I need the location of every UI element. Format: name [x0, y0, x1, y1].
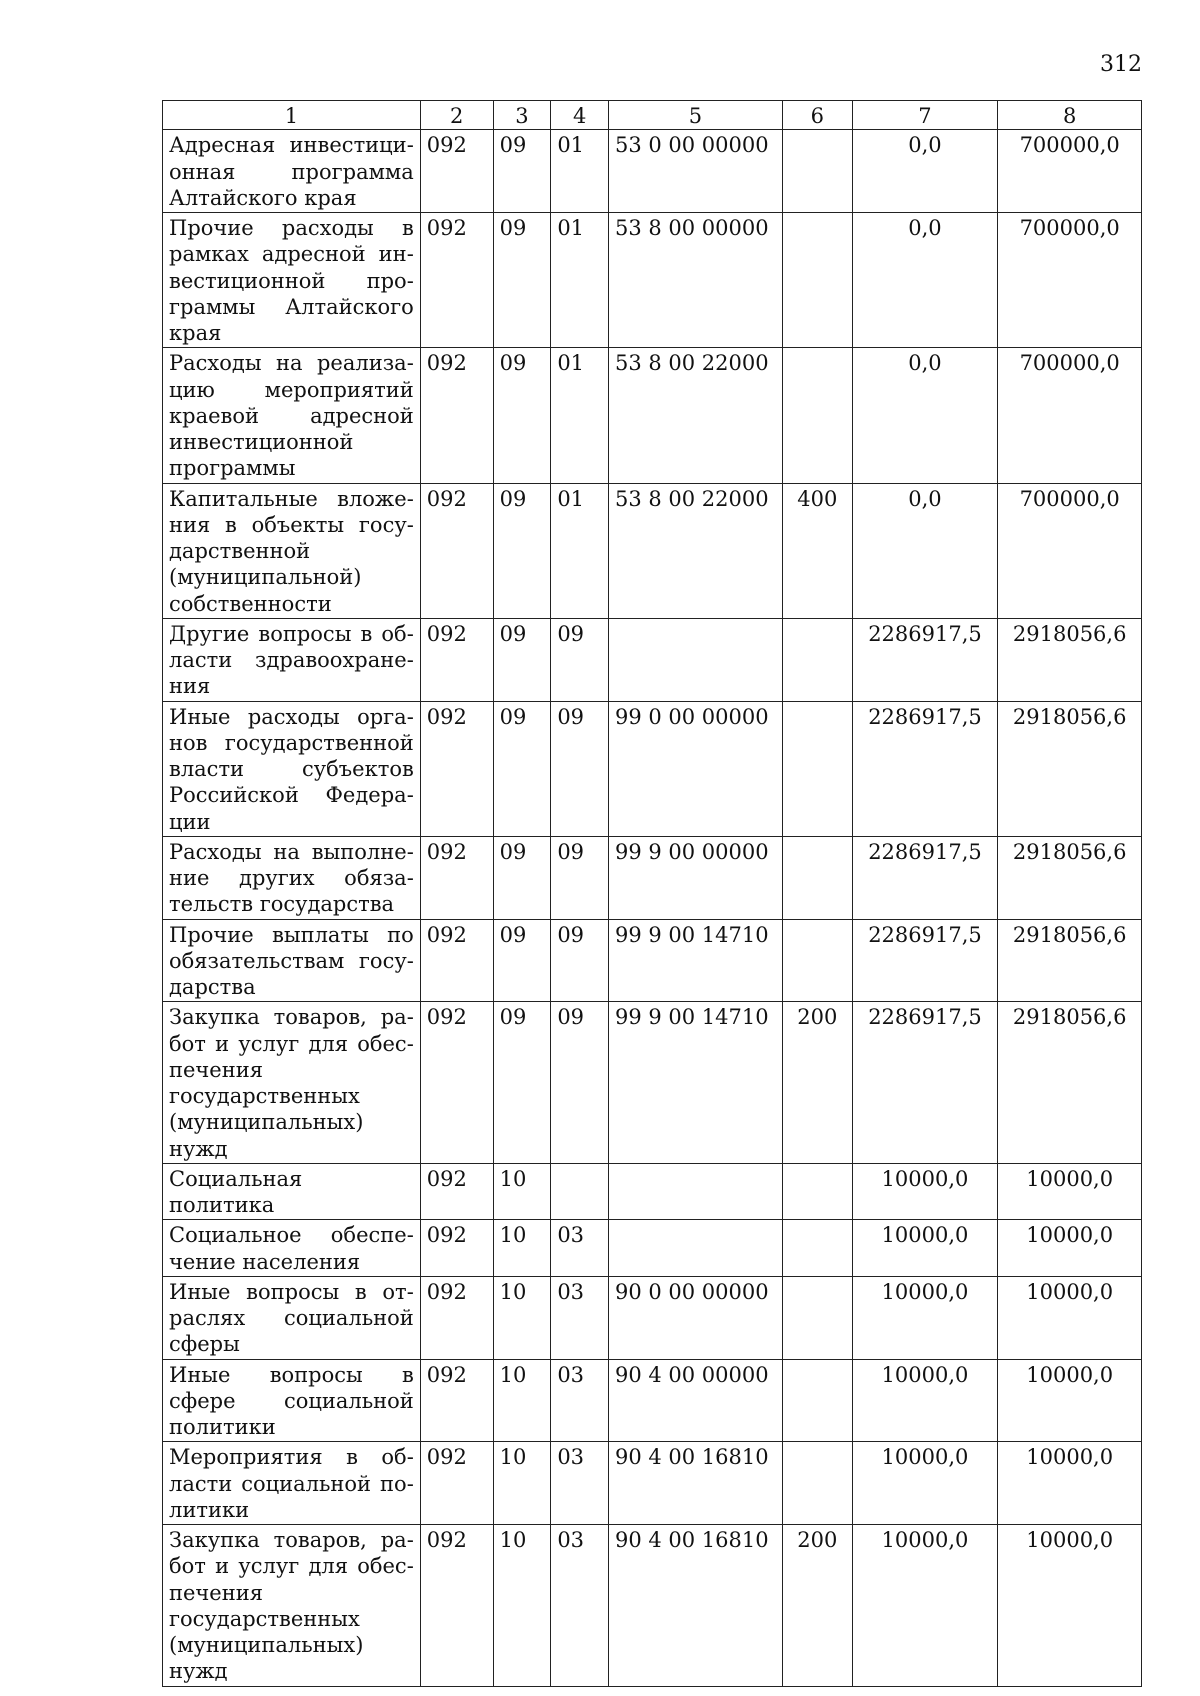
subsection-cell: 03	[551, 1525, 609, 1687]
section-cell: 09	[493, 701, 551, 836]
section-cell: 10	[493, 1359, 551, 1442]
table-row	[163, 1442, 1142, 1525]
section-cell: 10	[493, 1163, 551, 1220]
expense-type-cell	[782, 836, 852, 919]
table-row	[163, 213, 1142, 348]
amount-col8-cell: 10000,0	[998, 1220, 1142, 1277]
expense-type-cell: 200	[782, 1525, 852, 1687]
amount-col7-cell: 2286917,5	[852, 919, 998, 1002]
subsection-cell: 03	[551, 1359, 609, 1442]
section-cell: 09	[493, 213, 551, 348]
amount-col8-cell: 2918056,6	[998, 618, 1142, 701]
header-cell: 1	[163, 101, 421, 130]
gr-code-cell: 092	[420, 1442, 493, 1525]
table-row	[163, 1525, 1142, 1687]
header-cell: 7	[852, 101, 998, 130]
section-cell: 10	[493, 1442, 551, 1525]
gr-code-cell: 092	[420, 1276, 493, 1359]
budget-table	[162, 100, 1142, 1687]
gr-code-cell: 092	[420, 348, 493, 483]
header-cell: 8	[998, 101, 1142, 130]
expense-type-cell: 400	[782, 483, 852, 618]
expense-type-cell	[782, 130, 852, 213]
table-row	[163, 348, 1142, 483]
gr-code-cell: 092	[420, 1002, 493, 1164]
amount-col7-cell: 10000,0	[852, 1525, 998, 1687]
expense-type-cell	[782, 213, 852, 348]
subsection-cell: 09	[551, 836, 609, 919]
amount-col7-cell: 2286917,5	[852, 836, 998, 919]
amount-col7-cell: 10000,0	[852, 1220, 998, 1277]
target-article-cell: 99 9 00 00000	[608, 836, 782, 919]
row-name-cell: Иные расходы органов государственной власти субъектов Российской Федерации	[163, 701, 421, 836]
amount-col7-cell: 2286917,5	[852, 701, 998, 836]
amount-col7-cell: 0,0	[852, 213, 998, 348]
table-row	[163, 836, 1142, 919]
amount-col8-cell: 10000,0	[998, 1359, 1142, 1442]
gr-code-cell: 092	[420, 836, 493, 919]
expense-type-cell: 200	[782, 1002, 852, 1164]
gr-code-cell: 092	[420, 130, 493, 213]
expense-type-cell	[782, 1442, 852, 1525]
section-cell: 09	[493, 130, 551, 213]
amount-col8-cell: 700000,0	[998, 483, 1142, 618]
row-name-cell: Иные вопросы в отраслях социальной сферы	[163, 1276, 421, 1359]
section-cell: 10	[493, 1220, 551, 1277]
subsection-cell: 09	[551, 618, 609, 701]
expense-type-cell	[782, 618, 852, 701]
target-article-cell	[608, 618, 782, 701]
subsection-cell: 09	[551, 1002, 609, 1164]
target-article-cell: 99 0 00 00000	[608, 701, 782, 836]
section-cell: 09	[493, 836, 551, 919]
amount-col8-cell: 700000,0	[998, 213, 1142, 348]
amount-col8-cell: 10000,0	[998, 1163, 1142, 1220]
amount-col7-cell: 10000,0	[852, 1359, 998, 1442]
row-name-cell: Закупка товаров, работ и услуг для обеспечения государственных (муниципальных) нужд	[163, 1525, 421, 1687]
subsection-cell: 01	[551, 483, 609, 618]
amount-col7-cell: 0,0	[852, 483, 998, 618]
amount-col7-cell: 0,0	[852, 130, 998, 213]
page-number: 312	[1100, 52, 1142, 77]
section-cell: 09	[493, 348, 551, 483]
table-row	[163, 1002, 1142, 1164]
row-name-cell: Прочие расходы в рамках адресной инвестиционной программы Алтайского края	[163, 213, 421, 348]
subsection-cell: 03	[551, 1276, 609, 1359]
expense-type-cell	[782, 1359, 852, 1442]
expense-type-cell	[782, 1220, 852, 1277]
amount-col8-cell: 700000,0	[998, 348, 1142, 483]
table-row	[163, 618, 1142, 701]
target-article-cell	[608, 1220, 782, 1277]
subsection-cell: 01	[551, 130, 609, 213]
subsection-cell	[551, 1163, 609, 1220]
amount-col8-cell: 10000,0	[998, 1442, 1142, 1525]
amount-col8-cell: 2918056,6	[998, 836, 1142, 919]
subsection-cell: 09	[551, 919, 609, 1002]
gr-code-cell: 092	[420, 213, 493, 348]
section-cell: 09	[493, 618, 551, 701]
row-name-cell: Другие вопросы в области здравоохранения	[163, 618, 421, 701]
amount-col7-cell: 10000,0	[852, 1442, 998, 1525]
row-name-cell: Социальная политика	[163, 1163, 421, 1220]
section-cell: 09	[493, 1002, 551, 1164]
subsection-cell: 09	[551, 701, 609, 836]
header-cell: 4	[551, 101, 609, 130]
subsection-cell: 01	[551, 348, 609, 483]
section-cell: 09	[493, 483, 551, 618]
section-cell: 10	[493, 1276, 551, 1359]
subsection-cell: 03	[551, 1442, 609, 1525]
target-article-cell: 90 0 00 00000	[608, 1276, 782, 1359]
header-cell: 6	[782, 101, 852, 130]
header-row	[163, 101, 1142, 130]
target-article-cell	[608, 1163, 782, 1220]
gr-code-cell: 092	[420, 1525, 493, 1687]
gr-code-cell: 092	[420, 919, 493, 1002]
gr-code-cell: 092	[420, 483, 493, 618]
target-article-cell: 53 8 00 22000	[608, 348, 782, 483]
expense-type-cell	[782, 701, 852, 836]
amount-col7-cell: 10000,0	[852, 1276, 998, 1359]
target-article-cell: 99 9 00 14710	[608, 1002, 782, 1164]
header-cell: 3	[493, 101, 551, 130]
expense-type-cell	[782, 919, 852, 1002]
row-name-cell: Капитальные вложения в объекты государственной (муниципальной) собственности	[163, 483, 421, 618]
expense-type-cell	[782, 1276, 852, 1359]
target-article-cell: 99 9 00 14710	[608, 919, 782, 1002]
row-name-cell: Социальное обеспечение населения	[163, 1220, 421, 1277]
target-article-cell: 53 8 00 22000	[608, 483, 782, 618]
amount-col7-cell: 0,0	[852, 348, 998, 483]
gr-code-cell: 092	[420, 701, 493, 836]
row-name-cell: Расходы на выполнение других обязательств государства	[163, 836, 421, 919]
amount-col8-cell: 700000,0	[998, 130, 1142, 213]
amount-col7-cell: 2286917,5	[852, 1002, 998, 1164]
target-article-cell: 53 0 00 00000	[608, 130, 782, 213]
gr-code-cell: 092	[420, 618, 493, 701]
amount-col8-cell: 10000,0	[998, 1525, 1142, 1687]
header-cell: 5	[608, 101, 782, 130]
row-name-cell: Прочие выплаты по обязательствам государства	[163, 919, 421, 1002]
table-row	[163, 1220, 1142, 1277]
table-row	[163, 130, 1142, 213]
table-row	[163, 483, 1142, 618]
target-article-cell: 90 4 00 00000	[608, 1359, 782, 1442]
row-name-cell: Адресная инвестиционная программа Алтайского края	[163, 130, 421, 213]
row-name-cell: Иные вопросы в сфере социальной политики	[163, 1359, 421, 1442]
target-article-cell: 90 4 00 16810	[608, 1525, 782, 1687]
table-row	[163, 919, 1142, 1002]
amount-col8-cell: 10000,0	[998, 1276, 1142, 1359]
subsection-cell: 03	[551, 1220, 609, 1277]
row-name-cell: Закупка товаров, работ и услуг для обеспечения государственных (муниципальных) нужд	[163, 1002, 421, 1164]
section-cell: 09	[493, 919, 551, 1002]
section-cell: 10	[493, 1525, 551, 1687]
table-row	[163, 1359, 1142, 1442]
amount-col7-cell: 2286917,5	[852, 618, 998, 701]
gr-code-cell: 092	[420, 1359, 493, 1442]
target-article-cell: 53 8 00 00000	[608, 213, 782, 348]
expense-type-cell	[782, 348, 852, 483]
subsection-cell: 01	[551, 213, 609, 348]
table-row	[163, 701, 1142, 836]
row-name-cell: Расходы на реализацию мероприятий краевой адресной инвестиционной программы	[163, 348, 421, 483]
table-row	[163, 1163, 1142, 1220]
gr-code-cell: 092	[420, 1163, 493, 1220]
gr-code-cell: 092	[420, 1220, 493, 1277]
header-cell: 2	[420, 101, 493, 130]
expense-type-cell	[782, 1163, 852, 1220]
amount-col8-cell: 2918056,6	[998, 919, 1142, 1002]
table-row	[163, 1276, 1142, 1359]
amount-col8-cell: 2918056,6	[998, 1002, 1142, 1164]
amount-col8-cell: 2918056,6	[998, 701, 1142, 836]
target-article-cell: 90 4 00 16810	[608, 1442, 782, 1525]
amount-col7-cell: 10000,0	[852, 1163, 998, 1220]
row-name-cell: Мероприятия в области социальной политики	[163, 1442, 421, 1525]
